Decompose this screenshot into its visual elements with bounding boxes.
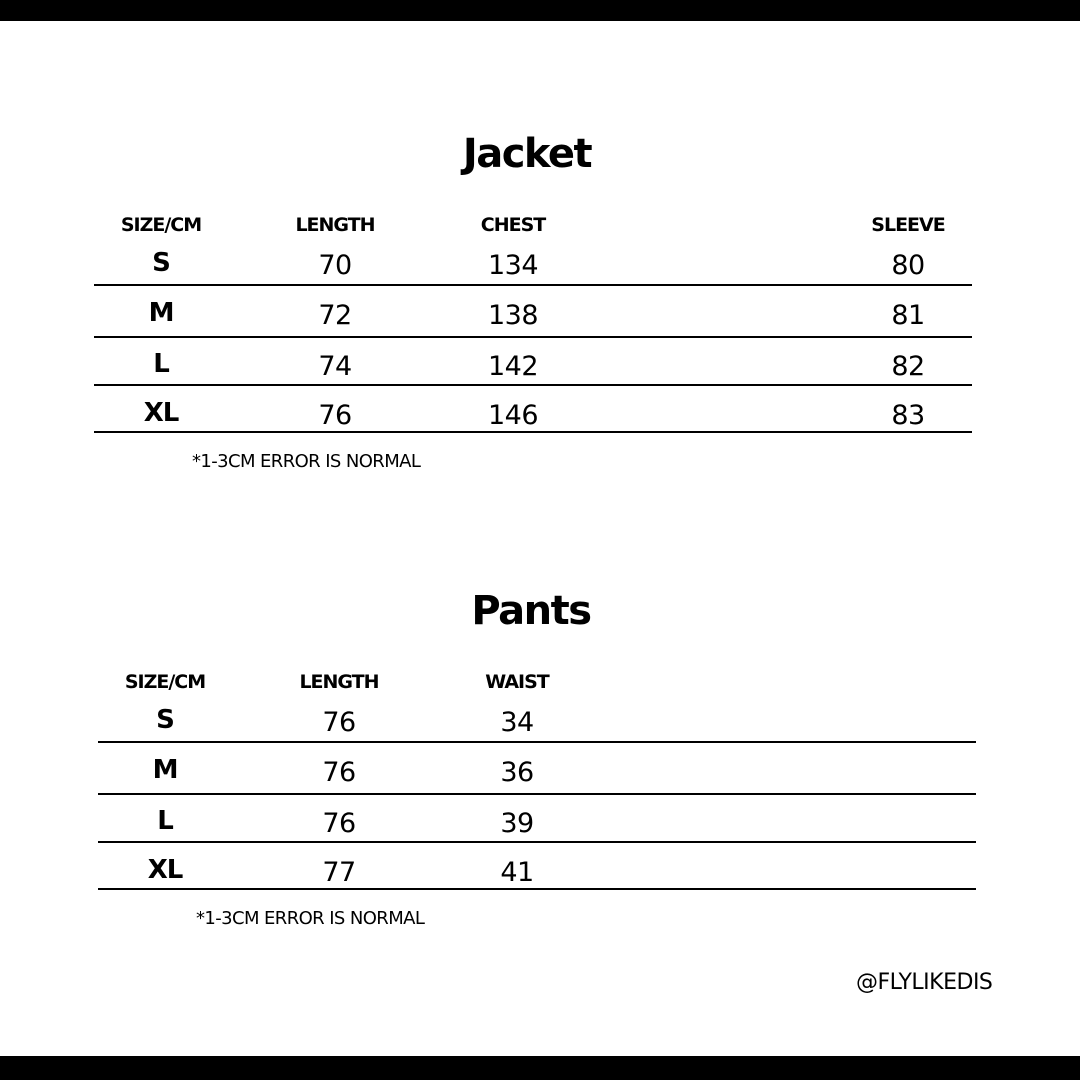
waist-cell: 34 xyxy=(500,707,534,738)
waist-cell: 41 xyxy=(500,857,534,888)
row-divider xyxy=(94,384,972,386)
jacket-tolerance-note: *1-3CM ERROR IS NORMAL xyxy=(192,451,421,472)
header-sleeve: SLEEVE xyxy=(871,214,945,236)
row-divider xyxy=(98,888,976,890)
length-cell: 77 xyxy=(322,857,356,888)
row-divider xyxy=(98,841,976,843)
brand-handle: @FLYLIKEDIS xyxy=(856,970,993,995)
chest-cell: 146 xyxy=(487,400,539,431)
waist-cell: 39 xyxy=(500,808,534,839)
size-cell: S xyxy=(156,705,174,735)
jacket-title: Jacket xyxy=(462,131,592,177)
header-size: SIZE/CM xyxy=(120,214,202,236)
table-row xyxy=(94,244,972,294)
row-divider xyxy=(98,741,976,743)
table-row xyxy=(98,701,976,751)
pants-size-table xyxy=(98,665,976,891)
table-row xyxy=(98,851,976,901)
pants-title: Pants xyxy=(471,588,591,634)
length-cell: 76 xyxy=(322,757,356,788)
pants-tolerance-note: *1-3CM ERROR IS NORMAL xyxy=(196,908,425,929)
row-divider xyxy=(98,793,976,795)
jacket-size-table xyxy=(94,208,972,434)
length-cell: 74 xyxy=(318,351,352,382)
pants-section xyxy=(0,457,1080,929)
size-cell: L xyxy=(157,806,173,836)
chest-cell: 142 xyxy=(487,351,539,382)
length-cell: 72 xyxy=(318,300,352,331)
row-divider xyxy=(94,336,972,338)
header-waist: WAIST xyxy=(485,671,549,693)
row-divider xyxy=(94,284,972,286)
header-length: LENGTH xyxy=(299,671,379,693)
waist-cell: 36 xyxy=(500,757,534,788)
table-row xyxy=(98,802,976,852)
table-row xyxy=(94,394,972,444)
sleeve-cell: 82 xyxy=(891,351,925,382)
length-cell: 76 xyxy=(322,808,356,839)
size-cell: XL xyxy=(143,398,179,428)
size-cell: S xyxy=(152,248,170,278)
row-divider xyxy=(94,431,972,433)
header-chest: CHEST xyxy=(480,214,546,236)
length-cell: 76 xyxy=(322,707,356,738)
length-cell: 70 xyxy=(318,250,352,281)
length-cell: 76 xyxy=(318,400,352,431)
table-row xyxy=(94,345,972,395)
size-cell: XL xyxy=(147,855,183,885)
chest-cell: 138 xyxy=(487,300,539,331)
size-cell: M xyxy=(152,755,178,785)
sleeve-cell: 80 xyxy=(891,250,925,281)
header-length: LENGTH xyxy=(295,214,375,236)
bottom-border-bar xyxy=(0,1056,1080,1080)
size-cell: M xyxy=(148,298,174,328)
sleeve-cell: 81 xyxy=(891,300,925,331)
header-size: SIZE/CM xyxy=(124,671,206,693)
sleeve-cell: 83 xyxy=(891,400,925,431)
chest-cell: 134 xyxy=(487,250,539,281)
size-cell: L xyxy=(153,349,169,379)
jacket-section xyxy=(0,0,1080,472)
